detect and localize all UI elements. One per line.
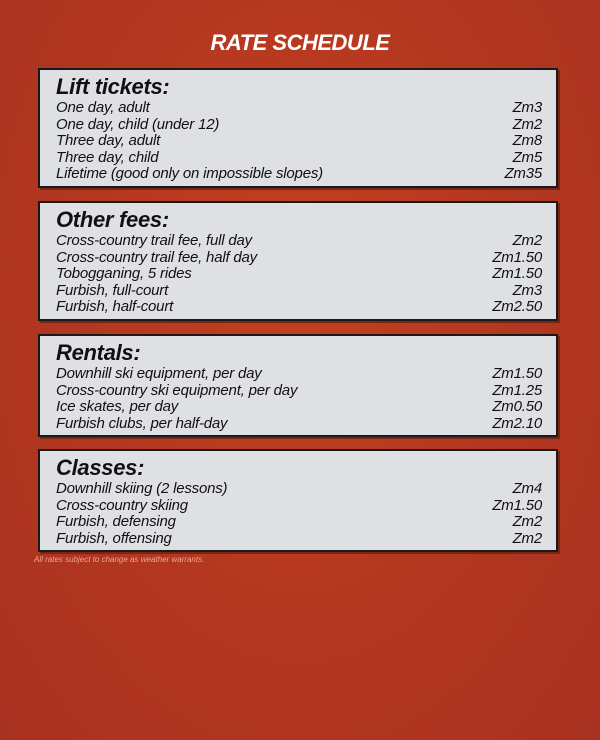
- rate-item: Three day, adult: [56, 132, 161, 149]
- rate-price: Zm2: [512, 115, 542, 133]
- section-heading: Classes:: [56, 455, 145, 480]
- rate-row: [56, 100, 542, 117]
- rate-row: [56, 531, 542, 548]
- rate-price: Zm2: [512, 513, 542, 530]
- rate-row: [56, 416, 542, 433]
- rate-price: Zm1.25: [492, 381, 542, 399]
- section-heading: Lift tickets:: [56, 74, 170, 99]
- rate-price: Zm2.10: [492, 414, 542, 432]
- rate-price: Zm8: [512, 132, 542, 149]
- rate-item: Downhill skiing (2 lessons): [56, 480, 228, 497]
- section-lift-tickets: [38, 68, 558, 188]
- rate-row: [56, 150, 542, 167]
- rate-item: Three day, child: [56, 148, 159, 166]
- rate-price: Zm4: [512, 480, 542, 497]
- rate-item: Cross-country trail fee, full day: [56, 232, 252, 249]
- rate-price: Zm2: [512, 232, 542, 249]
- rate-item: Furbish, half-court: [56, 298, 174, 315]
- rate-item: Lifetime (good only on impossible slopes): [56, 165, 323, 182]
- rate-row: [56, 133, 542, 150]
- rate-price: Zm35: [504, 165, 542, 182]
- rate-row: [56, 399, 542, 416]
- rate-row: [56, 299, 542, 316]
- rate-item: Furbish, full-court: [56, 281, 169, 299]
- rate-row: [56, 283, 542, 300]
- rate-row: [56, 481, 542, 498]
- rate-row: [56, 117, 542, 134]
- rate-price: Zm2.50: [492, 298, 542, 315]
- rate-row: [56, 366, 542, 383]
- section-heading: Other fees:: [56, 207, 169, 232]
- rate-price: Zm5: [512, 148, 542, 166]
- rate-row: [56, 498, 542, 515]
- rate-row: [56, 233, 542, 250]
- rate-item: One day, child (under 12): [56, 115, 220, 133]
- rate-price: Zm1.50: [492, 496, 542, 514]
- rate-price: Zm0.50: [492, 398, 542, 415]
- rate-item: Downhill ski equipment, per day: [56, 365, 262, 382]
- rate-row: [56, 383, 542, 400]
- rate-price: Zm1.50: [492, 365, 542, 382]
- rate-price: Zm1.50: [492, 265, 542, 282]
- rate-row: [56, 166, 542, 183]
- rate-item: Furbish, offensing: [56, 529, 172, 547]
- rate-price: Zm1.50: [492, 248, 542, 266]
- section-heading: Rentals:: [56, 340, 141, 365]
- rate-item: Tobogganing, 5 rides: [56, 265, 192, 282]
- section-other-fees: [38, 201, 558, 321]
- rate-row: [56, 514, 542, 531]
- rate-item: Cross-country trail fee, half day: [56, 248, 257, 266]
- rate-row: [56, 250, 542, 267]
- rate-item: Cross-country ski equipment, per day: [56, 381, 298, 399]
- footnote: All rates subject to change as weather warrants.: [34, 555, 205, 564]
- rate-price: Zm3: [512, 281, 542, 299]
- page-title: RATE SCHEDULE: [210, 30, 390, 55]
- rate-item: One day, adult: [56, 99, 150, 116]
- rate-price: Zm2: [512, 529, 542, 547]
- rate-price: Zm3: [512, 99, 542, 116]
- rate-item: Ice skates, per day: [56, 398, 179, 415]
- rate-item: Furbish, defensing: [56, 513, 176, 530]
- rate-item: Cross-country skiing: [56, 496, 188, 514]
- rate-item: Furbish clubs, per half-day: [56, 414, 228, 432]
- section-rentals: [38, 334, 558, 437]
- section-classes: [38, 449, 558, 552]
- rate-row: [56, 266, 542, 283]
